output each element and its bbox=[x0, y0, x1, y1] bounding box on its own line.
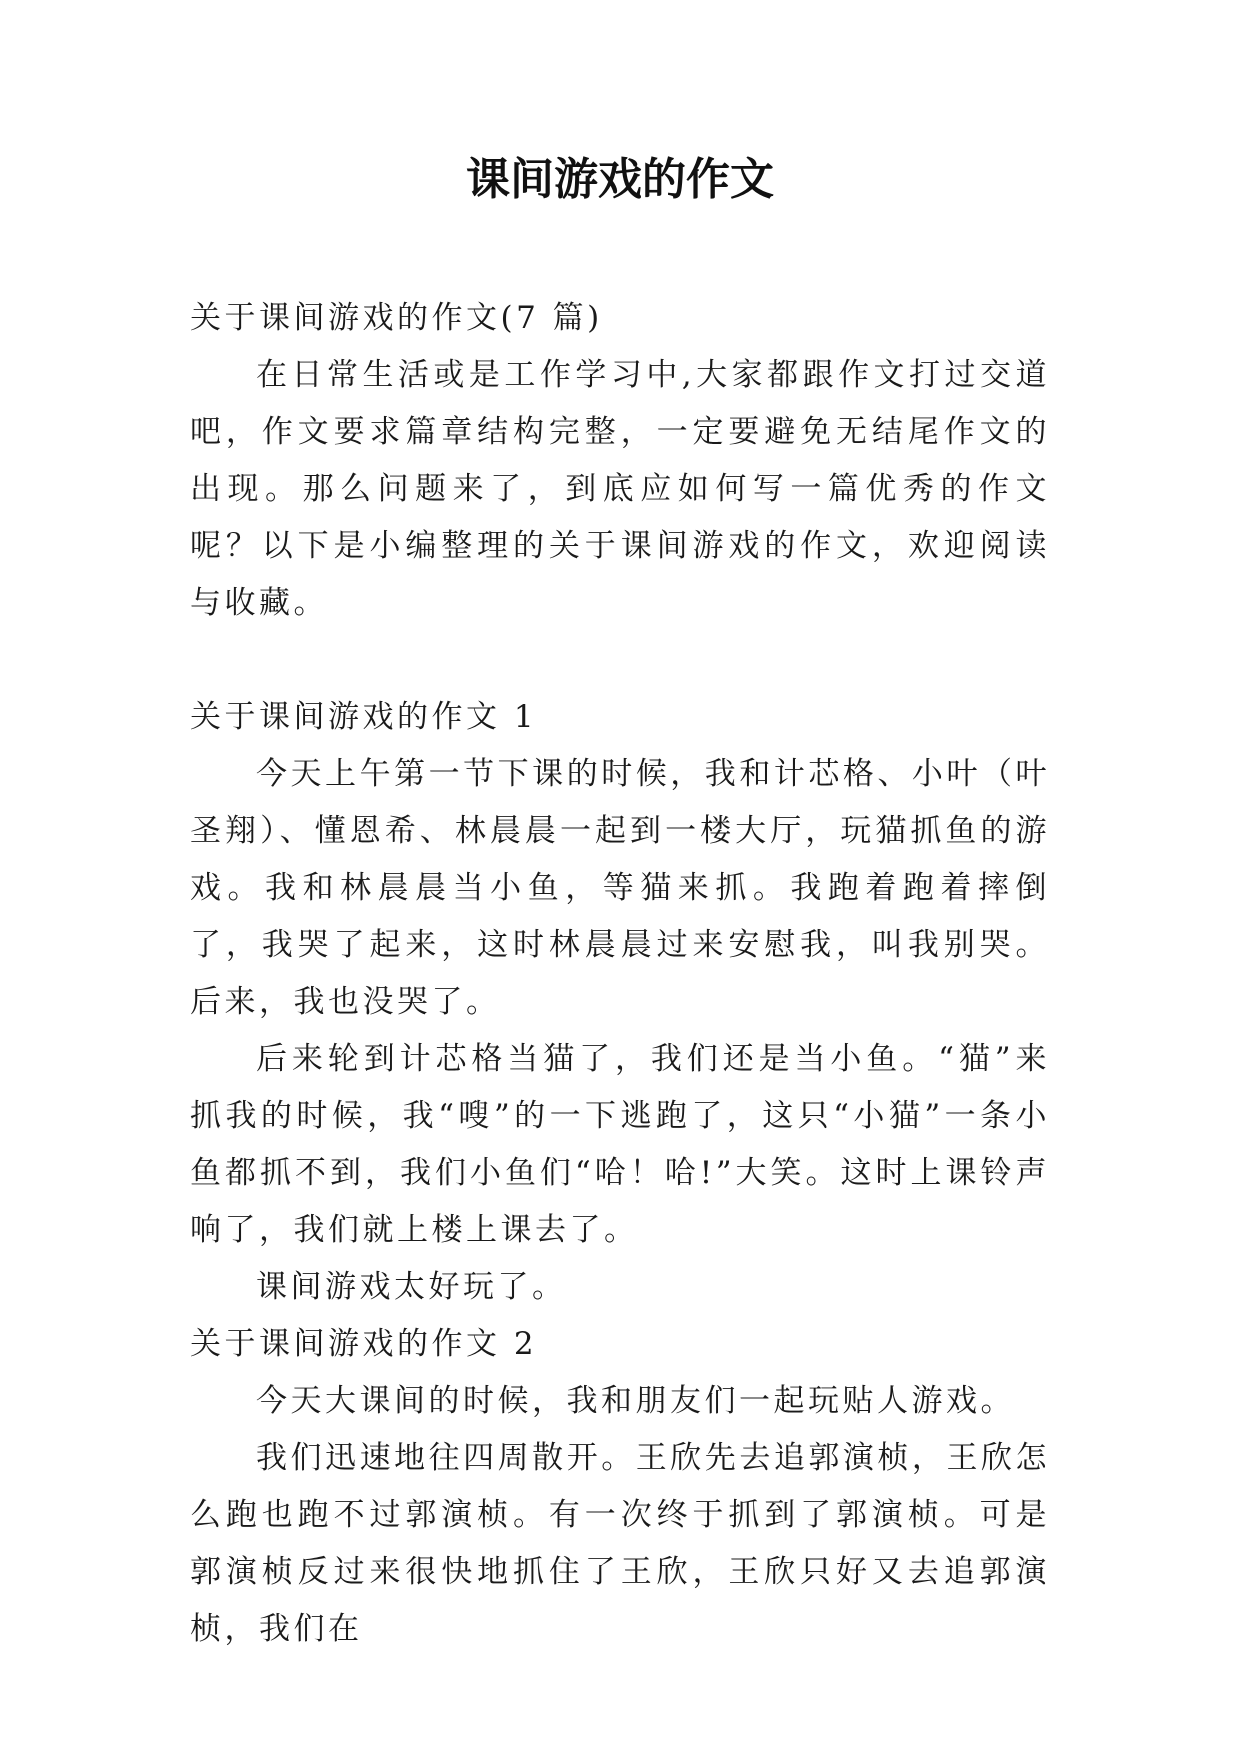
intro-paragraph: 在日常生活或是工作学习中,大家都跟作文打过交道吧，作文要求篇章结构完整，一定要避免无结尾作文的出现。那么问题来了，到底应如何写一篇优秀的作文呢？以下是小编整理的关于课间游戏的作文，欢迎阅读与收藏。 bbox=[190, 357, 1050, 621]
document-title: 课间游戏的作文 bbox=[466, 154, 774, 205]
essay-2-paragraph-1: 今天大课间的时候，我和朋友们一起玩贴人游戏。 bbox=[256, 1383, 1015, 1419]
essay-2-paragraph-2: 我们迅速地往四周散开。王欣先去追郭演桢，王欣怎么跑也跑不过郭演桢。有一次终于抓到了郭演桢。可是郭演桢反过来很快地抓住了王欣，王欣只好又去追郭演桢，我们在 bbox=[190, 1440, 1050, 1647]
essay-2-heading: 关于课间游戏的作文 2 bbox=[190, 1326, 538, 1362]
section-spacer bbox=[190, 632, 1050, 689]
essay-1-paragraph-2: 后来轮到计芯格当猫了，我们还是当小鱼。“猫”来抓我的时候，我“嗖”的一下逃跑了，这只“小猫”一条小鱼都抓不到，我们小鱼们“哈！哈!”大笑。这时上课铃声响了，我们就上楼上课去了。 bbox=[190, 1041, 1050, 1248]
document-body bbox=[190, 290, 1050, 1658]
essay-1-paragraph-1: 今天上午第一节下课的时候，我和计芯格、小叶（叶圣翔）、懂恩希、林晨晨一起到一楼大厅，玩猫抓鱼的游戏。我和林晨晨当小鱼，等猫来抓。我跑着跑着摔倒了，我哭了起来，这时林晨晨过来安慰我，叫我别哭。后来，我也没哭了。 bbox=[190, 756, 1050, 1020]
essay-1-paragraph-3: 课间游戏太好玩了。 bbox=[256, 1269, 567, 1305]
essay-1-heading: 关于课间游戏的作文 1 bbox=[190, 699, 538, 735]
document-subtitle: 关于课间游戏的作文(7 篇) bbox=[190, 300, 603, 336]
